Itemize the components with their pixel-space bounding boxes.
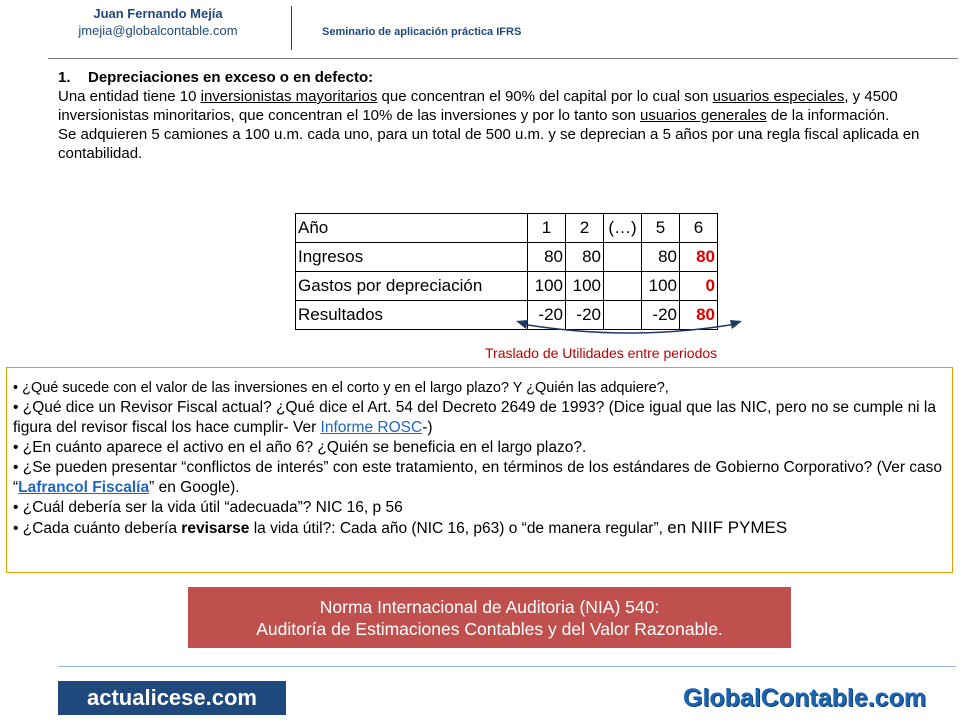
p1-text-d: de la información. xyxy=(766,107,890,124)
transfer-caption: Traslado de Utilidades entre periodos xyxy=(485,345,718,361)
question-item: • ¿Cada cuánto debería revisarse la vida útil?: Cada año (NIC 16, p63) o “de manera regular”, en NIIF PYMES xyxy=(13,518,788,537)
seminar-title: Seminario de aplicación práctica IFRS xyxy=(322,26,522,38)
table-cell: 80 xyxy=(566,243,604,272)
table-row xyxy=(296,243,718,272)
rosc-report-link[interactable]: Informe ROSC xyxy=(320,419,423,436)
question-text: -) xyxy=(422,419,433,436)
lafrancol-case-link[interactable]: Lafrancol Fiscalía xyxy=(18,479,150,496)
question-item: • ¿Cuál debería ser la vida útil “adecuada”? NIC 16, p 56 xyxy=(13,499,403,516)
table-cell: 100 xyxy=(566,272,604,301)
table-cell-label: Gastos por depreciación xyxy=(296,272,528,301)
author-email: jmejia@globalcontable.com xyxy=(78,23,238,38)
transfer-arrow-icon xyxy=(514,316,744,348)
table-header-cell: 2 xyxy=(566,214,604,243)
header-author xyxy=(48,6,268,38)
p1-text-c: , y 4500 inversionistas minoritarios, que concentran el 10% de las inversiones y por lo tanto son xyxy=(58,88,898,124)
table-header-cell: 5 xyxy=(642,214,680,243)
header-rule xyxy=(48,58,958,59)
banner-line-1: Norma Internacional de Auditoria (NIA) 540: xyxy=(319,597,660,617)
table-cell xyxy=(604,272,642,301)
section-number: 1. xyxy=(58,69,71,86)
table-cell-label: Resultados xyxy=(296,301,528,330)
actualicese-logo[interactable]: actualicese.com xyxy=(58,681,286,715)
question-text: ¿Qué sucede con el valor de las inversiones en el corto y en el largo plazo? Y ¿Quién las adquiere?, xyxy=(22,380,669,396)
table-cell-highlight: 80 xyxy=(680,243,718,272)
table-cell: -20 xyxy=(566,301,604,330)
table-cell: 80 xyxy=(528,243,566,272)
p1-text-b: que concentran el 90% del capital por lo cual son xyxy=(377,88,713,105)
question-item: • ¿Qué dice un Revisor Fiscal actual? ¿Qué dice el Art. 54 del Decreto 2649 de 1993? (Dice igual que las NIC, pero no se cumple ni la figura del revisor fiscal los hace cumplir- Ver Informe ROSC-) xyxy=(13,399,937,436)
table-cell: -20 xyxy=(642,301,680,330)
globalcontable-logo-text: GlobalContable.com xyxy=(683,684,927,712)
question-item: • ¿Qué sucede con el valor de las inversiones en el corto y en el largo plazo? Y ¿Quién las adquiere?, xyxy=(13,380,669,396)
table-cell: -20 xyxy=(528,301,566,330)
footer-rule xyxy=(58,666,956,667)
section-paragraph-2: Se adquieren 5 camiones a 100 u.m. cada uno, para un total de 500 u.m. y se deprecian a 5 años por una regla fiscal aplicada en contabilidad. xyxy=(58,126,920,162)
question-emphasis: en NIIF PYMES xyxy=(667,518,788,537)
term-special-users: usuarios especiales xyxy=(712,88,845,105)
section-title-text: Depreciaciones en exceso o en defecto: xyxy=(88,69,374,86)
question-bold-text: revisarse xyxy=(181,520,250,537)
question-text: ¿Cada cuánto debería xyxy=(22,520,182,537)
section-depreciation xyxy=(58,68,928,163)
table-header-cell: (…) xyxy=(604,214,642,243)
section-paragraph-1 xyxy=(58,87,928,125)
p1-text-a: Una entidad tiene 10 xyxy=(58,88,201,105)
table-cell: 100 xyxy=(642,272,680,301)
table-header-cell: 6 xyxy=(680,214,718,243)
table-header-row xyxy=(296,214,718,243)
table-cell-label: Ingresos xyxy=(296,243,528,272)
question-item: • ¿En cuánto aparece el activo en el año 6? ¿Quién se beneficia en el largo plazo?. xyxy=(13,439,587,456)
table-cell-highlight: 0 xyxy=(680,272,718,301)
table-header-cell: Año xyxy=(296,214,528,243)
question-text: ¿Cuál debería ser la vida útil “adecuada”? NIC 16, p 56 xyxy=(22,499,403,516)
banner-line-2: Auditoría de Estimaciones Contables y del Valor Razonable. xyxy=(256,619,723,639)
questions-box xyxy=(6,367,953,573)
term-major-investors: inversionistas mayoritarios xyxy=(200,88,378,105)
question-text: ¿Se pueden presentar “conflictos de interés” con este tratamiento, en términos de los estándares de Gobierno Corporativo? (Ver caso “ xyxy=(13,459,943,496)
term-general-users: usuarios generales xyxy=(639,107,767,124)
question-text: ¿Qué dice un Revisor Fiscal actual? ¿Qué dice el Art. 54 del Decreto 2649 de 1993? (Dice igual que las NIC, pero no se cumple ni la figura del revisor fiscal los hace cumplir- Ver xyxy=(13,399,937,436)
header-divider xyxy=(291,6,292,50)
question-item: • ¿Se pueden presentar “conflictos de interés” con este tratamiento, en términos de los estándares de Gobierno Corporativo? (Ver caso “Lafrancol Fiscalía” en Google). xyxy=(13,459,943,496)
depreciation-table xyxy=(295,213,718,330)
table-cell xyxy=(604,243,642,272)
question-text: ¿En cuánto aparece el activo en el año 6? ¿Quién se beneficia en el largo plazo?. xyxy=(22,439,587,456)
section-title xyxy=(58,68,928,87)
question-text: ” en Google). xyxy=(149,479,240,496)
table-header-cell: 1 xyxy=(528,214,566,243)
table-row xyxy=(296,272,718,301)
nia-banner xyxy=(188,587,791,648)
table-cell: 80 xyxy=(642,243,680,272)
question-text: la vida útil?: Cada año (NIC 16, p63) o “de manera regular”, xyxy=(249,520,668,537)
globalcontable-logo[interactable] xyxy=(683,678,927,718)
table-cell: 100 xyxy=(528,272,566,301)
table-cell-highlight: 80 xyxy=(680,301,718,330)
author-name: Juan Fernando Mejía xyxy=(93,6,223,21)
